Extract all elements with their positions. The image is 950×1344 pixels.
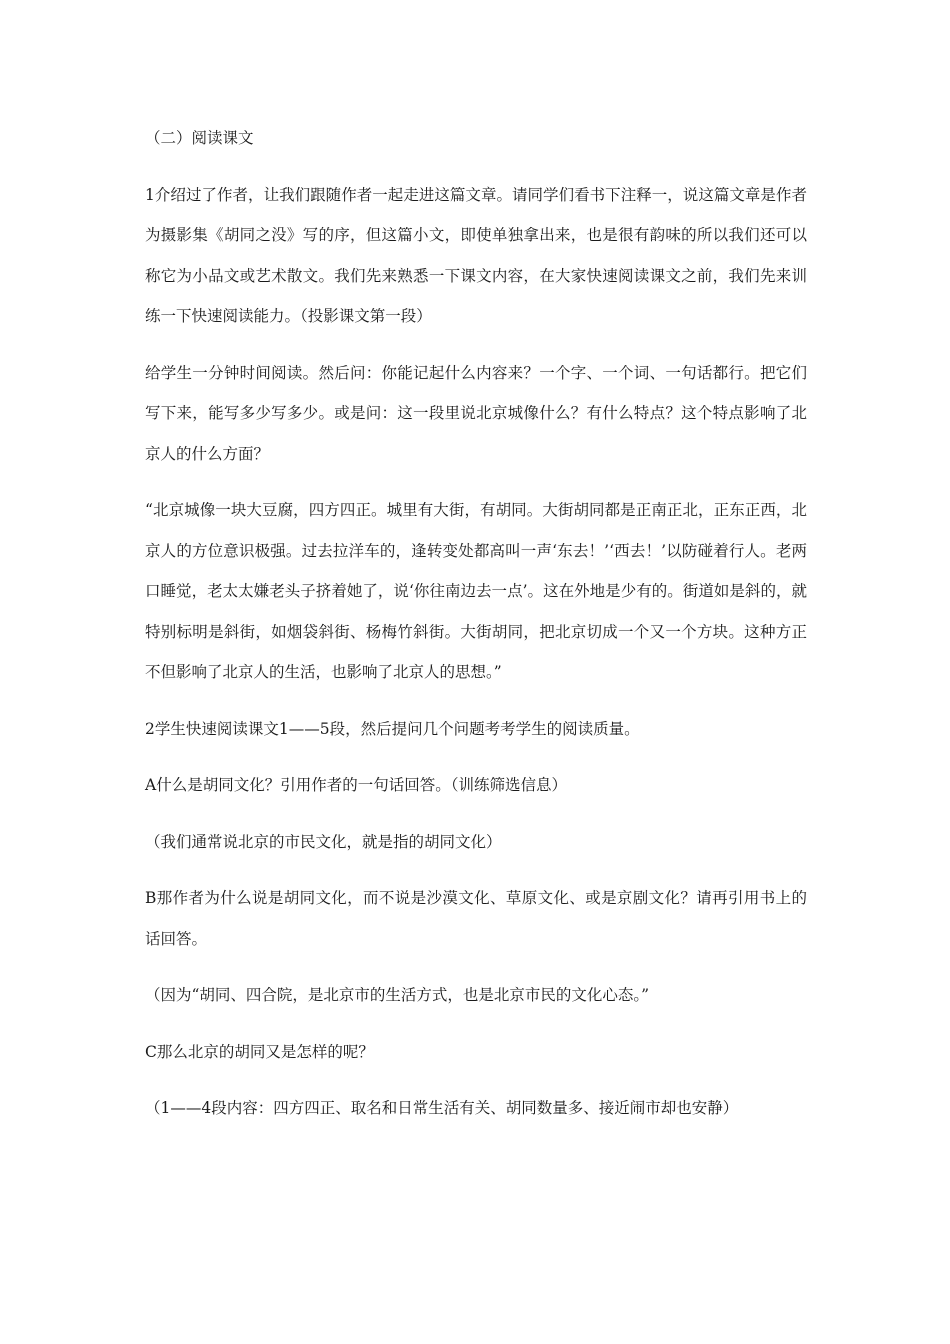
question-b: B那作者为什么说是胡同文化，而不说是沙漠文化、草原文化、或是京剧文化？请再引用书上的话回答。 — [145, 889, 807, 948]
document-body — [145, 118, 807, 1129]
question-a: A什么是胡同文化？引用作者的一句话回答。（训练筛选信息） — [145, 776, 567, 794]
paragraph-gap — [145, 474, 807, 490]
paragraph-quote: “北京城像一块大豆腐，四方四正。城里有大街，有胡同。大街胡同都是正南正北，正东正西，北京人的方位意识极强。过去拉洋车的，逢转变处都高叫一声‘东去！’‘西去！’以防碰着行人。老两口睡觉，老太太嫌老头子挤着她了，说‘你往南边去一点’。这在外地是少有的。街道如是斜的，就特别标明是斜街，如烟袋斜街、杨梅竹斜街。大街胡同，把北京切成一个又一个方块。这种方正不但影响了北京人的生活，也影响了北京人的思想。” — [145, 501, 807, 681]
answer-b: （因为“胡同、四合院，是北京市的生活方式，也是北京市民的文化心态。” — [145, 986, 650, 1004]
paragraph-gap — [145, 693, 807, 709]
paragraph-gap — [145, 1072, 807, 1088]
paragraph-gap — [145, 337, 807, 353]
answer-c: （1——4段内容：四方四正、取名和日常生活有关、胡同数量多、接近闹市却也安静） — [145, 1099, 739, 1117]
paragraph-step-2: 2学生快速阅读课文1——5段，然后提问几个问题考考学生的阅读质量。 — [145, 719, 640, 738]
question-c: C那么北京的胡同又是怎样的呢？ — [145, 1042, 374, 1061]
paragraph-gap — [145, 1016, 807, 1032]
paragraph-gap — [145, 749, 807, 765]
paragraph-reading-task: 给学生一分钟时间阅读。然后问：你能记起什么内容来？一个字、一个词、一句话都行。把它们写下来，能写多少写多少。或是问：这一段里说北京城像什么？有什么特点？这个特点影响了北京人的什么方面？ — [145, 363, 807, 463]
paragraph-gap — [145, 806, 807, 822]
paragraph-intro: 1介绍过了作者，让我们跟随作者一起走进这篇文章。请同学们看书下注释一，说这篇文章是作者为摄影集《胡同之没》写的序，但这篇小文，即使单独拿出来，也是很有韵味的所以我们还可以称它为小品文或艺术散文。我们先来熟悉一下课文内容，在大家快速阅读课文之前，我们先来训练一下快速阅读能力。（投影课文第一段） — [145, 185, 807, 325]
paragraph-gap — [145, 959, 807, 975]
answer-a: （我们通常说北京的市民文化，就是指的胡同文化） — [145, 832, 502, 851]
paragraph-gap — [145, 862, 807, 878]
section-heading: （二）阅读课文 — [145, 129, 254, 147]
paragraph-gap — [145, 159, 807, 175]
